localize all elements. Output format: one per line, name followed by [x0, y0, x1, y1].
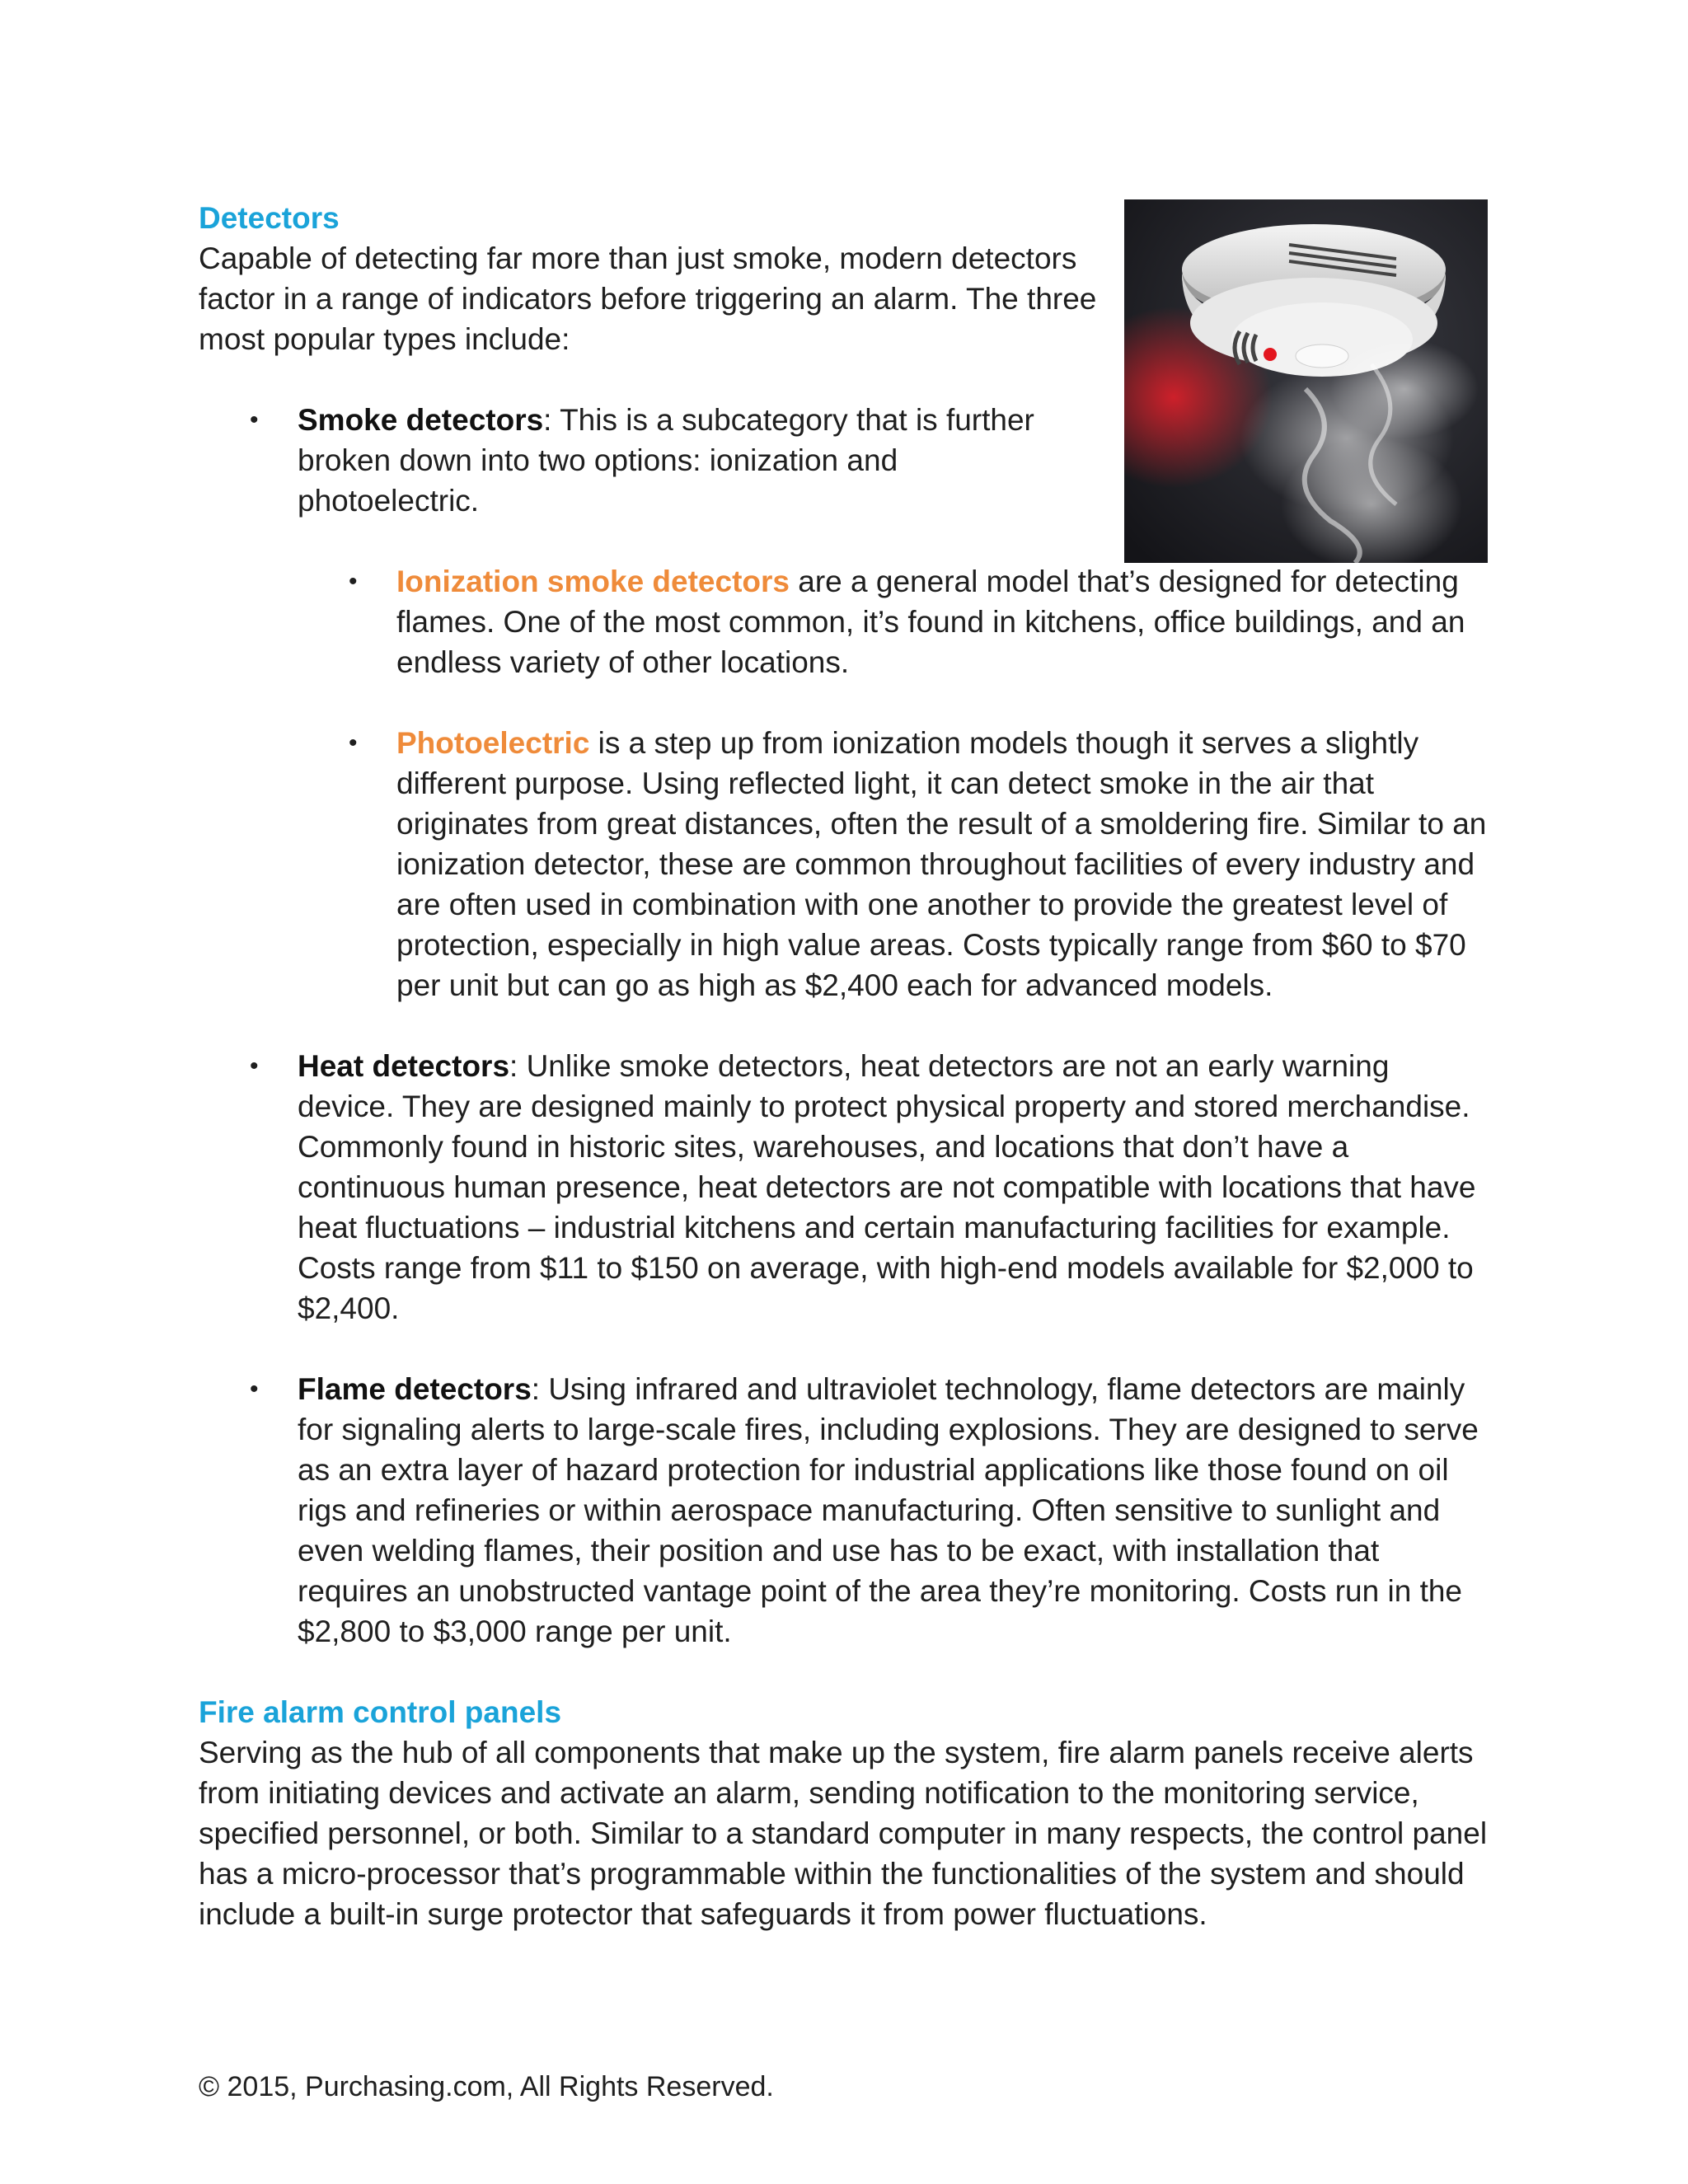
bullet-marker: • — [250, 1052, 259, 1080]
copyright-footer: © 2015, Purchasing.com, All Rights Reserved. — [199, 2071, 774, 2102]
smoke-detectors-text: : This is a subcategory that is further broken down into two options: ionization and photoelectric. — [298, 403, 1034, 518]
detectors-heading: Detectors — [199, 201, 340, 235]
detector-types-list — [199, 400, 1493, 1652]
flame-detectors-term: Flame detectors — [298, 1372, 532, 1406]
article-body — [199, 198, 1493, 1934]
list-item-photoelectric — [298, 723, 1493, 1005]
list-item-flame — [199, 1369, 1493, 1652]
bullet-marker: • — [349, 729, 358, 757]
smoke-subtypes-list — [298, 561, 1493, 1005]
flame-detectors-text: : Using infrared and ultraviolet technology, flame detectors are mainly for signaling alerts to large-scale fires, including explosions. They are designed to serve as an extra layer of hazard protection for industrial applications like those found on oil rigs and refineries or within aerospace manufacturing. Often sensitive to sunlight and even welding flames, their position and use has to be exact, with installation that requires an unobstructed vantage point of the area they’re monitoring. Costs run in the $2,800 to $3,000 range per unit. — [298, 1372, 1479, 1648]
photoelectric-term: Photoelectric — [396, 726, 590, 760]
heat-detectors-text: : Unlike smoke detectors, heat detectors are not an early warning device. They are designed mainly to protect physical property and stored merchandise. Commonly found in historic sites, warehouses, and locations that don’t have a continuous human presence, heat detectors are not compatible with locations that have heat fluctuations – industrial kitchens and certain manufacturing facilities for example. Costs range from $11 to $150 on average, with high-end models available for $2,000 to $2,400. — [298, 1049, 1476, 1325]
bullet-marker: • — [250, 1376, 259, 1403]
heat-detectors-term: Heat detectors — [298, 1049, 510, 1083]
detectors-intro: Capable of detecting far more than just smoke, modern detectors factor in a range of indicators before triggering an alarm. The three most popular types include: — [199, 241, 1097, 356]
smoke-detectors-term: Smoke detectors — [298, 403, 544, 437]
list-item-heat — [199, 1046, 1493, 1329]
ionization-term: Ionization smoke detectors — [396, 565, 790, 598]
bullet-marker: • — [250, 406, 259, 434]
list-item-ionization — [298, 561, 1493, 682]
control-panels-heading: Fire alarm control panels — [199, 1695, 562, 1729]
control-panels-text: Serving as the hub of all components that make up the system, fire alarm panels receive alerts from initiating devices and activate an alarm, sending notification to the monitoring service, specified personnel, or both. Similar to a standard computer in many respects, the control panel has a micro-processor that’s programmable within the functionalities of the system and should include a built-in surge protector that safeguards it from power fluctuations. — [199, 1736, 1488, 1931]
ionization-text: are a general model that’s designed for detecting flames. One of the most common, it’s found in kitchens, office buildings, and an endless variety of other locations. — [396, 565, 1465, 679]
bullet-marker: • — [349, 568, 358, 595]
photoelectric-text: is a step up from ionization models though it serves a slightly different purpose. Using reflected light, it can detect smoke in the air that originates from great distances, often the result of a smoldering fire. Similar to an ionization detector, these are common throughout facilities of every industry and are often used in combination with one another to provide the greatest level of protection, especially in high value areas. Costs typically range from $60 to $70 per unit but can go as high as $2,400 each for advanced models. — [396, 726, 1487, 1002]
list-item-smoke — [199, 400, 1493, 1005]
